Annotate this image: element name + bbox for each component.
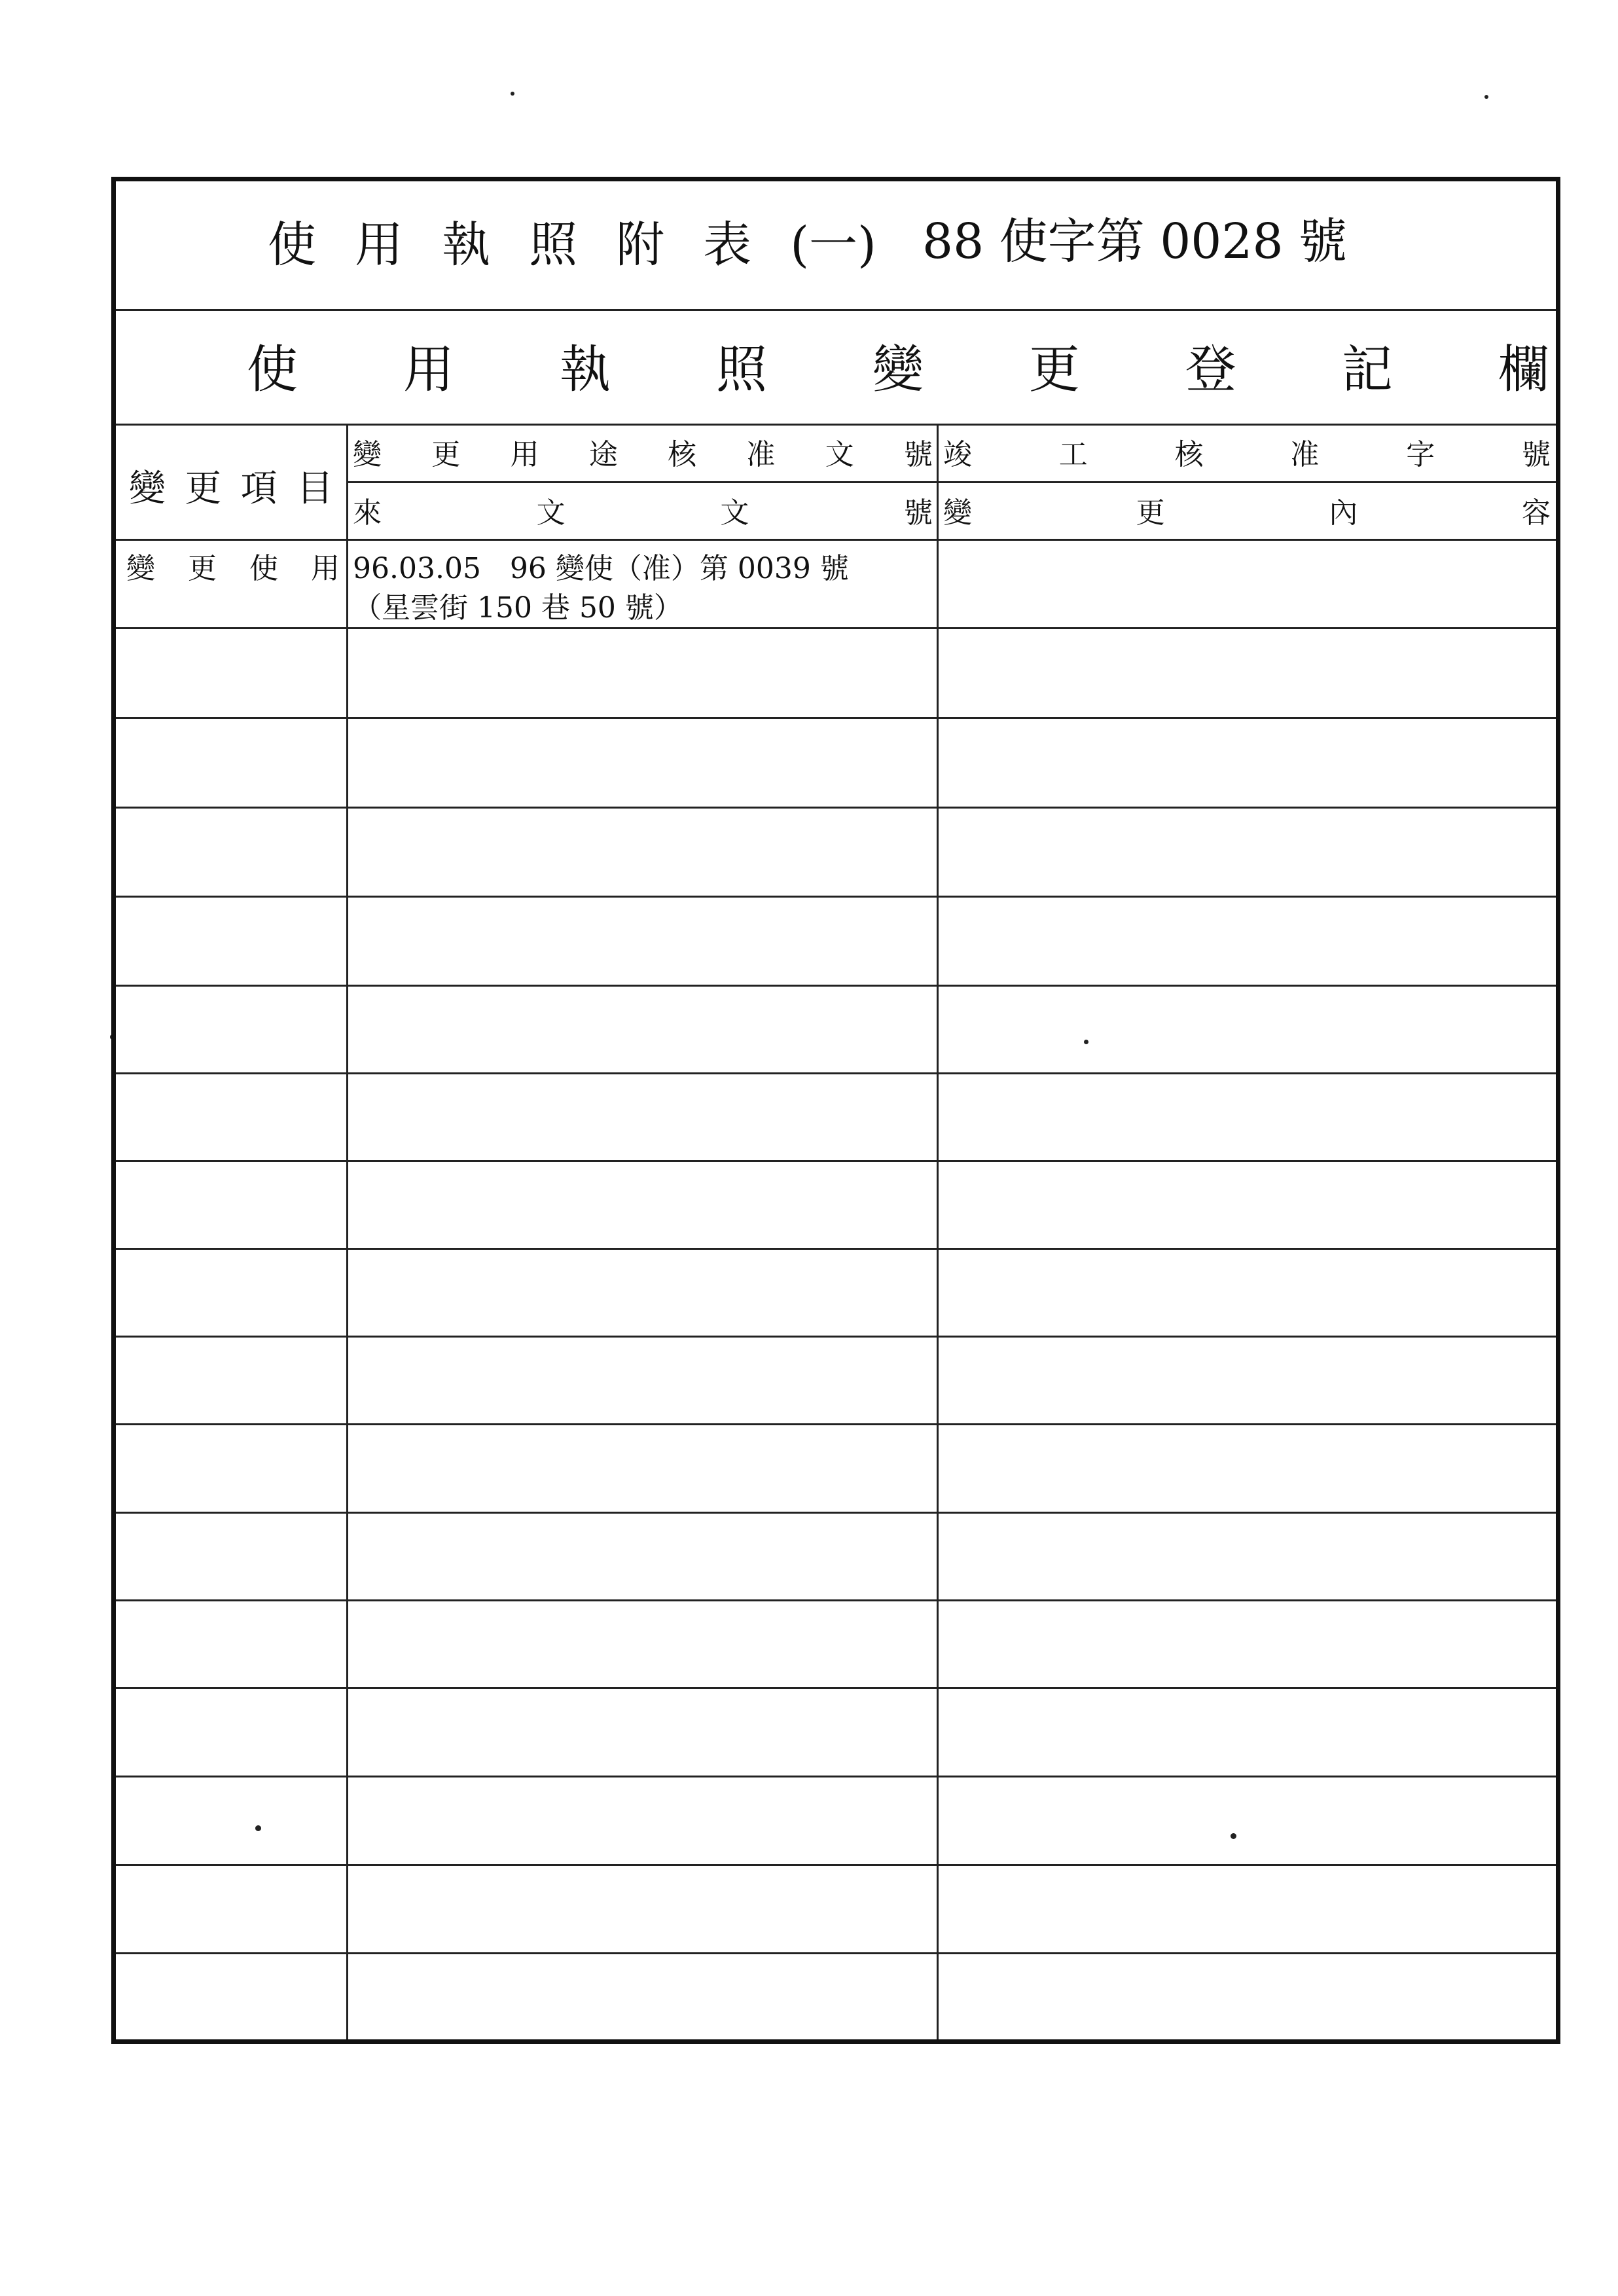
form-subtitle: 使 用 執 照 變 更 登 記 欄	[247, 340, 1549, 399]
row-line	[116, 807, 1556, 809]
column-divider	[346, 424, 348, 2039]
header-bottom-line	[116, 539, 1556, 541]
row-divider	[116, 309, 1556, 311]
row-line	[116, 1512, 1556, 1514]
scan-speck	[511, 92, 514, 96]
row-line	[116, 1160, 1556, 1162]
entry-change-item: 變 更 使 用	[126, 552, 340, 585]
row-line	[116, 717, 1556, 719]
column-header-completion-approval-no: 竣 工 核 准 字 號	[943, 438, 1551, 471]
row-line	[116, 1423, 1556, 1425]
row-line	[116, 1599, 1556, 1601]
row-line	[116, 985, 1556, 987]
license-number: 88 使字第 0028 號	[922, 213, 1348, 270]
row-line	[116, 1248, 1556, 1250]
scan-speck	[1484, 95, 1488, 99]
entry-doc-number: 96.03.05 96 變使（准）第 0039 號	[353, 552, 849, 585]
row-line	[116, 1952, 1556, 1954]
license-form	[111, 177, 1560, 2044]
column-header-change-item: 變 更 項 目	[129, 467, 333, 510]
column-header-change-content: 變 更 內 容	[943, 496, 1551, 530]
form-title: 使 用 執 照 附 表 (一)	[268, 217, 876, 273]
row-line	[116, 896, 1556, 898]
row-line	[116, 1336, 1556, 1338]
column-header-incoming-doc-no: 來 文 文 號	[353, 496, 933, 530]
row-line	[116, 627, 1556, 629]
column-divider	[937, 424, 939, 2039]
entry-address: （星雲街 150 巷 50 號）	[353, 591, 683, 625]
column-header-approval-doc-no: 變 更 用 途 核 准 文 號	[353, 438, 933, 471]
row-line	[116, 1687, 1556, 1689]
row-line	[116, 1072, 1556, 1074]
header-subdivider	[348, 481, 1556, 483]
row-line	[116, 1776, 1556, 1777]
row-divider	[116, 424, 1556, 426]
row-line	[116, 1864, 1556, 1866]
